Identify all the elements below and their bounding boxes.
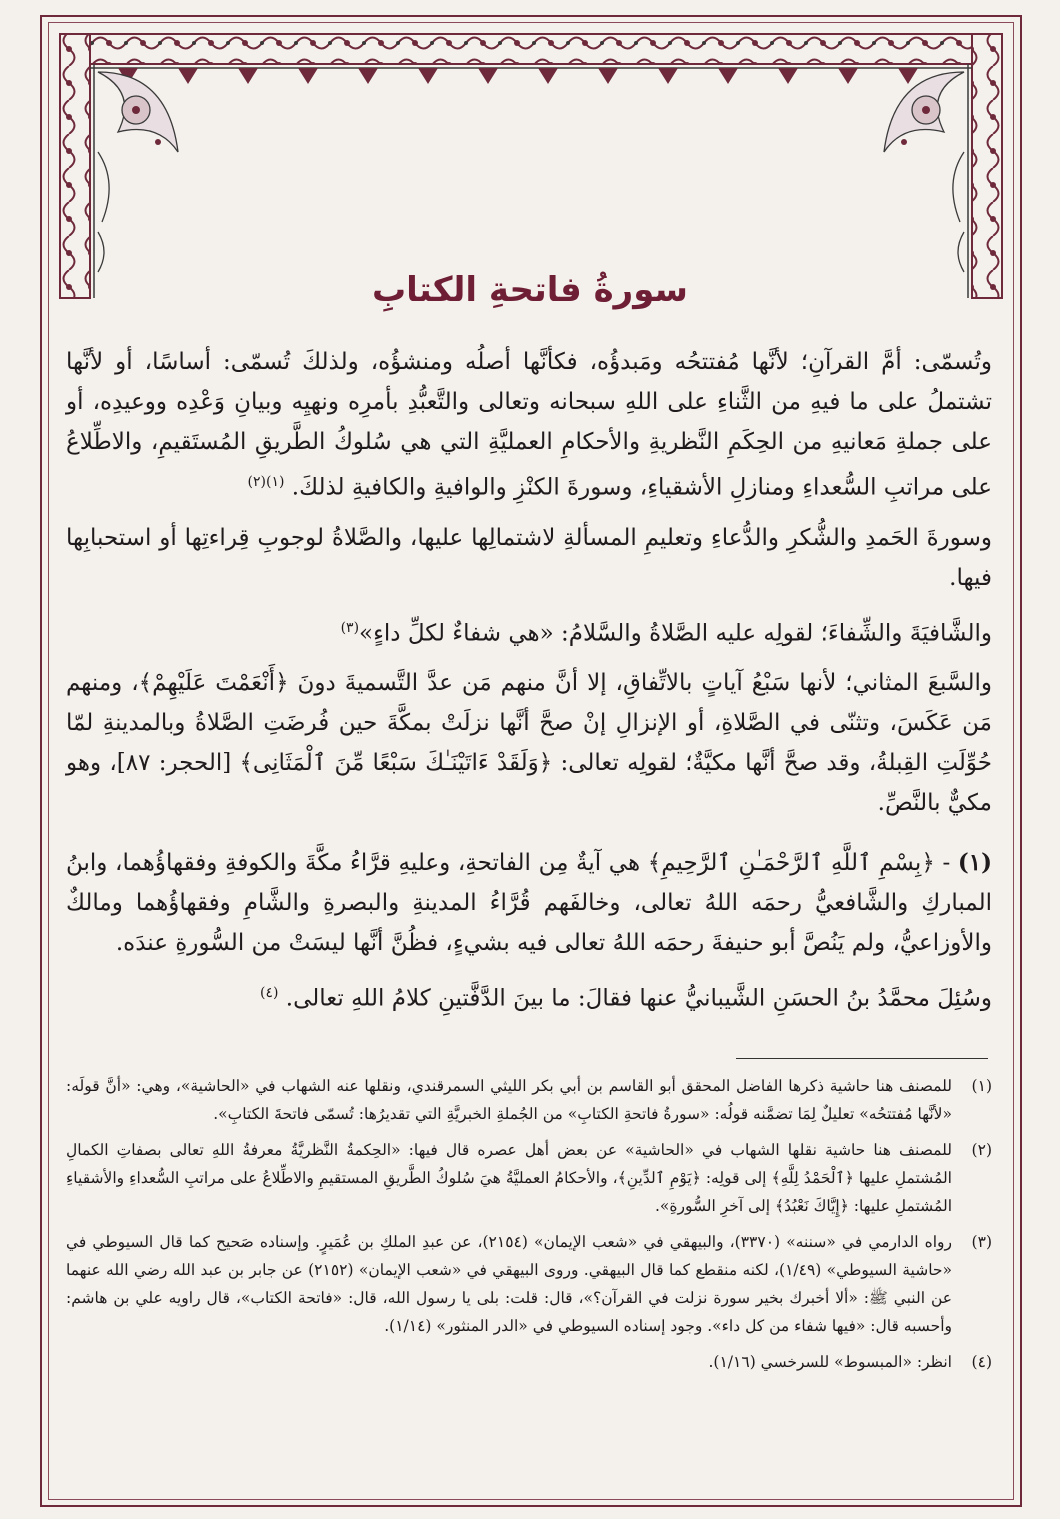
paragraph-text: والسَّبعَ المثاني؛ لأنها سَبْعُ آياتٍ بالاتِّفاقِ، إلا أنَّ منهم مَن عدَّ التَّسميةَ دونَ ﴿أَنْعَمْتَ عَلَيْهِمْ﴾، ومنهم مَن عَكَسَ، وتثنّى في الصَّلاةِ، أو الإنزالِ إنْ صحَّ أنَّها نزلَتْ بمكَّةَ حين فُرضَتِ الصَّلاةُ وبالمدينةِ لمّا حُوِّلَتِ القِبلةُ، وقد صحَّ أنَّها مكيَّةٌ؛ لقولِه تعالى: ﴿وَلَقَدْ ءَاتَيْنَـٰكَ سَبْعًا مِّنَ ٱلْمَثَانِى﴾ [الحجر: ٨٧]، وهو مكيٌّ بالنَّصِّ.	[66, 670, 993, 817]
footnote-number: (١)	[971, 1077, 992, 1095]
paragraph-hamd	[66, 518, 992, 598]
footnote-ref: (٣)	[340, 619, 360, 636]
footnote	[66, 1136, 992, 1220]
paragraph-basmala-note	[66, 843, 992, 963]
footnote	[66, 1228, 992, 1340]
footnote-number: (٤)	[971, 1353, 992, 1371]
main-text	[66, 342, 992, 1029]
footnote-number: (٣)	[971, 1233, 992, 1251]
ornamental-header	[58, 32, 1004, 300]
paragraph-sab-mathani	[66, 663, 992, 823]
paragraph-text: وتُسمّى: أمَّ القرآنِ؛ لأنَّها مُفتتحُه ومَبدؤُه، فكأنَّها أصلُه ومنشؤُه، ولذلكَ تُسمّى: أساسًا، أو لأنَّها تشتملُ على ما فيهِ من الثَّناءِ على اللهِ سبحانه وتعالى والتَّعبُّدِ بأمرِه ونهيِه وبيانِ وَعْدِه ووعيدِه، أو على جملةِ مَعانيهِ من الحِكَمِ النَّظريةِ والأحكامِ العمليَّةِ التي هي سُلوكُ الطَّريقِ المُستَقيمِ، والاطِّلاعُ على مراتبِ السُّعداءِ ومنازلِ الأشقياءِ، وسورةَ الكنْزِ والوافيةِ والكافيةِ لذلكَ.	[66, 349, 992, 501]
paragraph-shafiya	[66, 608, 992, 654]
paragraph-text: - ﴿بِسْمِ ٱللَّهِ ٱلرَّحْمَـٰنِ ٱلرَّحِيمِ﴾ هي آيةٌ مِن الفاتحةِ، وعليهِ قرَّاءُ مكَّةَ والكوفةِ وفقهاؤُهما، وابنُ المباركِ والشَّافعيُّ رحمَه اللهُ تعالى، وخالفَهم قُرَّاءُ المدينةِ والبصرةِ والشَّامِ وفقهاؤُهما ومالكٌ والأوزاعيُّ، ولم يَنُصَّ أبو حنيفةَ رحمَه اللهُ تعالى فيه بشيءٍ، فظُنَّ أنَّها ليسَتْ من السُّورةِ عندَه.	[66, 850, 992, 957]
footnote	[66, 1348, 992, 1376]
paragraph-names	[66, 342, 992, 508]
paragraph-text: وسُئِلَ محمَّدُ بنُ الحسَنِ الشَّيبانيُّ عنها فقالَ: ما بينَ الدَّفَّتينِ كلامُ اللهِ تعالى.	[285, 985, 992, 1012]
footnote-text: للمصنف هنا حاشية ذكرها الفاضل المحقق أبو القاسم بن أبي بكر الليثي السمرقندي، ونقلها عنه الشهاب في «الحاشية»، وهي: «أنَّ قولَه: «لأنَّها مُفتتحُه» تعليلٌ لِمَا تضمَّنه قولُه: «سورةُ فاتحةِ الكتابِ» من الجُملةِ الخبريَّةِ التي تقديرُها: تُسمّى فاتحةَ الكتابِ».	[66, 1077, 952, 1123]
ornament-border-svg	[58, 32, 1004, 300]
surah-title: سورةُ فاتحةِ الكتابِ	[372, 270, 688, 310]
paragraph-text: والشَّافيَةَ والشِّفاءَ؛ لقولِه عليه الصَّلاةُ والسَّلامُ: «هي شفاءٌ لكلِّ داءٍ»	[359, 620, 992, 647]
footnote	[66, 1072, 992, 1128]
note-number: (١)	[957, 849, 992, 877]
footnote-ref: (٢)	[247, 474, 266, 490]
footnotes	[66, 1072, 992, 1384]
paragraph-shaybani	[66, 973, 992, 1019]
footnote-ref: (٤)	[260, 985, 279, 1002]
footnote-number: (٢)	[971, 1141, 992, 1159]
footnote-ref: (١)	[265, 474, 285, 490]
footnote-text: انظر: «المبسوط» للسرخسي (١/١٦).	[708, 1353, 952, 1371]
footnote-text: رواه الدارمي في «سننه» (٣٣٧٠)، والبيهقي في «شعب الإيمان» (٢١٥٤)، عن عبدِ الملكِ بن عُمَيرٍ. وإسناده صَحيح كما قال السيوطي في «حاشية السيوطي» (١/٤٩)، لكنه منقطع كما قال البيهقي. وروى البيهقي في «شعب الإيمان» (٢١٥٢) عن جابر بن عبد الله رضي الله عنهما عن النبي ﷺ: «ألا أخبرك بخير سورة نزلت في القرآن؟»، قال: قلت: بلى يا رسول الله، قال: «فاتحة الكتاب»، قال راويه علي بن هاشم: وأحسبه قال: «فيها شفاء من كل داء». وجود إسناده السيوطي في «الدر المنثور» (١/١٤).	[66, 1233, 953, 1335]
footnote-text: للمصنف هنا حاشية نقلها الشهاب في «الحاشية» عن بعض أهل عصره قال فيها: «الحِكمةُ النَّظريَّةُ معرفةُ اللهِ تعالى بصفاتِ الكمالِ المُشتملِ عليها ﴿ٱلْحَمْدُ لِلَّهِ﴾ إلى قولِه: ﴿يَوْمِ ٱلدِّينِ﴾، والأحكامُ العمليَّةُ هيَ سُلوكُ الطَّريقِ المستقيمِ والاطِّلاعُ على مراتبِ السُّعداءِ والأشقياءِ المُشتملِ عليها: ﴿إِيَّاكَ نَعْبُدُ﴾ إلى آخرِ السُّورةِ».	[66, 1141, 952, 1215]
footnote-divider	[736, 1058, 988, 1059]
paragraph-text: وسورةَ الحَمدِ والشُّكرِ والدُّعاءِ وتعليمِ المسألةِ لاشتمالِها عليها، والصَّلاةُ لوجوبِ قِراءتِها أو استحبابِها فيها.	[66, 524, 992, 591]
